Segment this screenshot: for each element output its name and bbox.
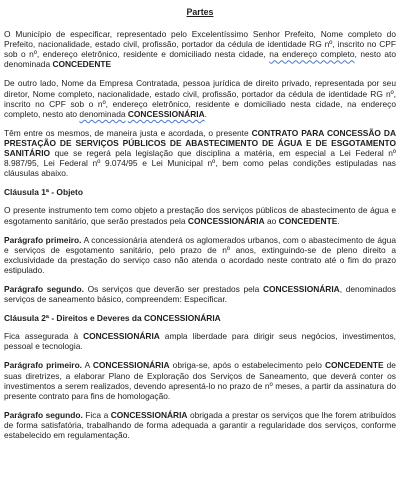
paragraph-concessionaria <box>4 78 396 118</box>
spellcheck-underlined-text: na endereço completo <box>269 49 355 60</box>
text: , denominados serviços de saneamento básico, compreendem: Especificar. <box>4 283 396 305</box>
text: obriga-se, após o estabelecimento pelo <box>169 360 325 371</box>
clause-1-paragraph-2 <box>4 284 396 304</box>
section-title: Partes <box>186 7 214 17</box>
paragraph-label: Parágrafo segundo. <box>4 409 83 420</box>
clause-heading: Cláusula 1ª - Objeto <box>4 187 83 198</box>
text: De outro lado, Nome da Empresa Contratada, pessoa jurídica de direito privado, representada por seu diretor, Nome completo, nacionalidade, estado civil, profissão, portador da cédula de identidade RG nº, inscrito no CPF sob o nº, endereço eletrônico, residente e domiciliado nesta cidade, na endereço completo, nesto ato <box>4 78 396 119</box>
text: , nesto ato denominada <box>4 49 396 70</box>
text: A <box>82 360 93 371</box>
text: de suas diretrizes, a elaborar Plano de Exploração dos Serviços de Saneamento, que deverá conter os investimentos a serem realizados, devendo apresentá-lo no prazo de nº meses, a partir da assinatura do presente contrato para fins de homologação. <box>4 360 396 401</box>
text: O Município de especificar, representado pelo Excelentíssimo Senhor Prefeito, Nome completo do Prefeito, nacionalidade, estado civil, profissão, portador da cédula de identidade RG nº, inscrito no CPF sob o nº, endereço eletrônico, residente e domiciliado nesta cidade, <box>4 29 396 60</box>
clause-2-paragraph-1 <box>4 360 396 400</box>
spellcheck-underlined-text: denominada <box>79 108 126 119</box>
paragraph-concedente <box>4 29 396 69</box>
party-name: CONCESSIONÁRIA <box>187 215 265 226</box>
text: A concessionária atenderá os aglomerados urbanos, com o abastecimento de água e serviços de esgotamento sanitário, pelo prazo de nº anos, extinguindo-se de pleno direito a exclusividade da prestação do serviço caso não atenda o acordado neste contrato até o fim do prazo estipulado. <box>4 234 396 275</box>
party-name: CONCESSIONÁRIA <box>110 409 188 420</box>
paragraph-label: Parágrafo segundo. <box>4 283 84 294</box>
party-name: CONCESSIONÁRIA <box>262 283 340 294</box>
text: Têm entre os mesmos, de maneira justa e acordada, o presente <box>4 127 252 138</box>
text: ampla liberdade para dirigir seus negócios, investimentos, pessoal e tecnologia. <box>4 331 396 352</box>
party-name: CONCESSIONÁRIA <box>127 108 205 119</box>
clause-1-paragraph-1 <box>4 235 396 275</box>
text: obrigada a prestar os serviços que lhe forem atribuídos de forma satisfatória, trabalhando de forma adequada a garantir a regularidade dos serviços, conforme estabelecido em regulamentação. <box>4 409 396 440</box>
paragraph-label: Parágrafo primeiro. <box>4 234 82 245</box>
party-name: CONCEDENTE <box>324 360 384 371</box>
clause-1-body <box>4 205 396 225</box>
party-name: CONCESSIONÁRIA <box>92 360 170 371</box>
text: Fica a <box>82 409 111 420</box>
party-name: CONCESSIONÁRIA <box>83 331 160 342</box>
paragraph-label: Parágrafo primeiro. <box>4 360 83 371</box>
party-name: CONCEDENTE <box>278 215 338 226</box>
clause-2-body <box>4 331 396 351</box>
text: . <box>337 215 340 226</box>
text: Fica assegurada à <box>4 331 84 342</box>
text: que se regerá pela legislação que disciplina a matéria, em especial a Lei Federal nº 8.987/95, Lei Federal nº 9.074/95 e Lei Municipal nº, bem como pelas condições estipuladas nas cláusulas abaixo. <box>4 148 396 179</box>
text: ao <box>264 215 279 226</box>
party-name: CONCEDENTE <box>52 59 112 70</box>
paragraph-contract-intro <box>4 128 396 178</box>
clause-heading: Cláusula 2ª - Direitos e Deveres da CONCESSIONÁRIA <box>4 313 221 324</box>
text: Os serviços que deverão ser prestados pela <box>83 283 263 294</box>
text: O presente instrumento tem como objeto a prestação dos serviços públicos de abastecimento de água e esgotamento sanitário, que serão prestados pela <box>4 205 396 226</box>
text: . <box>204 108 207 119</box>
contract-name: CONTRATO PARA CONCESSÃO DA PRESTAÇÃO DE SERVIÇOS PÚBLICOS DE ABASTECIMENTO DE ÁGUA E DE ESGOTAMENTO SANITÁRIO <box>4 127 396 159</box>
clause-2-paragraph-2 <box>4 410 396 440</box>
